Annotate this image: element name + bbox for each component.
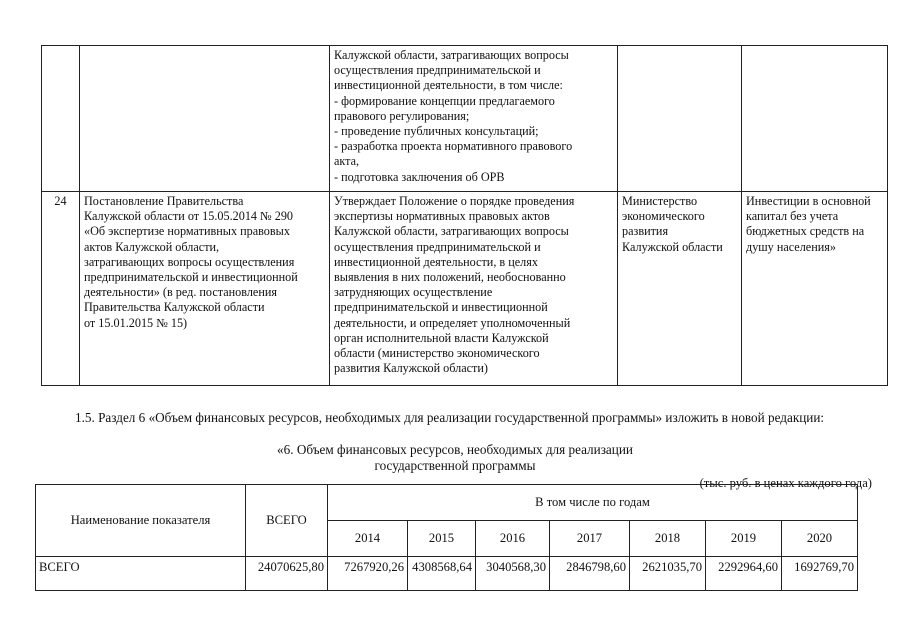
header-year: 2020 [782, 521, 858, 557]
content-line: осуществления предпринимательской и [334, 63, 541, 78]
document-cell [80, 192, 330, 386]
document-line: актов Калужской области, [84, 239, 220, 254]
row-number-cell [42, 46, 80, 192]
content-cell [330, 46, 618, 192]
section-heading-line: «6. Объем финансовых ресурсов, необходимых для реализации [277, 442, 633, 457]
header-year: 2017 [550, 521, 630, 557]
row-value: 1692769,70 [782, 557, 858, 591]
content-line: Калужской области, затрагивающих вопросы [334, 224, 569, 239]
row-total: 24070625,80 [246, 557, 328, 591]
header-total: ВСЕГО [246, 485, 328, 557]
responsible-line: экономического [622, 209, 705, 224]
responsible-line: Министерство [622, 194, 698, 208]
row-value: 2292964,60 [706, 557, 782, 591]
row-value: 4308568,64 [408, 557, 476, 591]
row-value: 3040568,30 [476, 557, 550, 591]
row-value: 7267920,26 [328, 557, 408, 591]
content-line: - формирование концепции предлагаемого [334, 93, 555, 108]
header-indicator-name: Наименование показателя [36, 485, 246, 557]
content-line: - разработка проекта нормативного правового [334, 139, 573, 154]
indicator-line: душу населения» [746, 239, 836, 254]
header-year: 2014 [328, 521, 408, 557]
units-note: (тыс. руб. в ценах каждого года) [699, 476, 872, 490]
document-line: от 15.01.2015 № 15) [84, 315, 188, 330]
responsible-cell [618, 46, 742, 192]
section-heading-line: государственной программы [374, 458, 536, 473]
document-line: Правительства Калужской области [84, 300, 265, 315]
responsible-line: развития [622, 224, 669, 239]
content-line: - подготовка заключения об ОРВ [334, 169, 505, 184]
table-row [36, 557, 858, 591]
content-line: осуществления предпринимательской и [334, 239, 541, 254]
header-year: 2019 [706, 521, 782, 557]
row-name: ВСЕГО [36, 557, 246, 591]
content-cell [330, 192, 618, 386]
content-line: затрудняющих осуществление [334, 285, 493, 300]
content-line: области (министерство экономического [334, 346, 540, 361]
header-years-group: В том числе по годам [328, 485, 858, 521]
content-line: орган исполнительной власти Калужской [334, 330, 549, 345]
document-line: Калужской области от 15.05.2014 № 290 [84, 209, 294, 224]
content-line: Утверждает Положение о порядке проведения [334, 194, 575, 208]
document-cell [80, 46, 330, 192]
financial-resources-table [35, 484, 858, 591]
header-year: 2018 [630, 521, 706, 557]
content-line: инвестиционной деятельности, в том числе: [334, 78, 563, 93]
document-line: Постановление Правительства [84, 194, 244, 208]
document-line: предпринимательской и инвестиционной [84, 270, 298, 285]
indicator-line: капитал без учета [746, 209, 839, 224]
indicator-cell [742, 46, 888, 192]
table-row [42, 46, 888, 192]
row-value: 2621035,70 [630, 557, 706, 591]
indicator-line: Инвестиции в основной [746, 194, 871, 208]
indicator-cell [742, 192, 888, 386]
content-line: Калужской области, затрагивающих вопросы [334, 48, 569, 62]
responsible-line: Калужской области [622, 239, 723, 254]
section-heading [250, 442, 660, 474]
header-year: 2016 [476, 521, 550, 557]
content-line: предпринимательской и инвестиционной [334, 300, 548, 315]
measures-table [41, 45, 888, 386]
content-line: акта, [334, 154, 360, 169]
content-line: развития Калужской области) [334, 361, 488, 376]
indicator-line: бюджетных средств на [746, 224, 865, 239]
header-year: 2015 [408, 521, 476, 557]
responsible-cell [618, 192, 742, 386]
content-line: выявления в них положений, необоснованно [334, 270, 566, 285]
table-row [42, 192, 888, 386]
content-line: деятельности, и определяет уполномоченный [334, 315, 571, 330]
document-line: «Об экспертизе нормативных правовых [84, 224, 290, 239]
content-line: - проведение публичных консультаций; [334, 124, 539, 139]
table-header-row [36, 485, 858, 521]
content-line: экспертизы нормативных правовых актов [334, 209, 550, 224]
content-line: правового регулирования; [334, 108, 470, 123]
row-value: 2846798,60 [550, 557, 630, 591]
row-number-cell: 24 [42, 192, 80, 386]
document-line: деятельности» (в ред. постановления [84, 285, 277, 300]
document-line: затрагивающих вопросы осуществления [84, 254, 295, 269]
content-line: инвестиционной деятельности, в целях [334, 254, 538, 269]
amendment-paragraph: 1.5. Раздел 6 «Объем финансовых ресурсов, необходимых для реализации государственной программы» изложить в новой редакции: [75, 410, 825, 425]
